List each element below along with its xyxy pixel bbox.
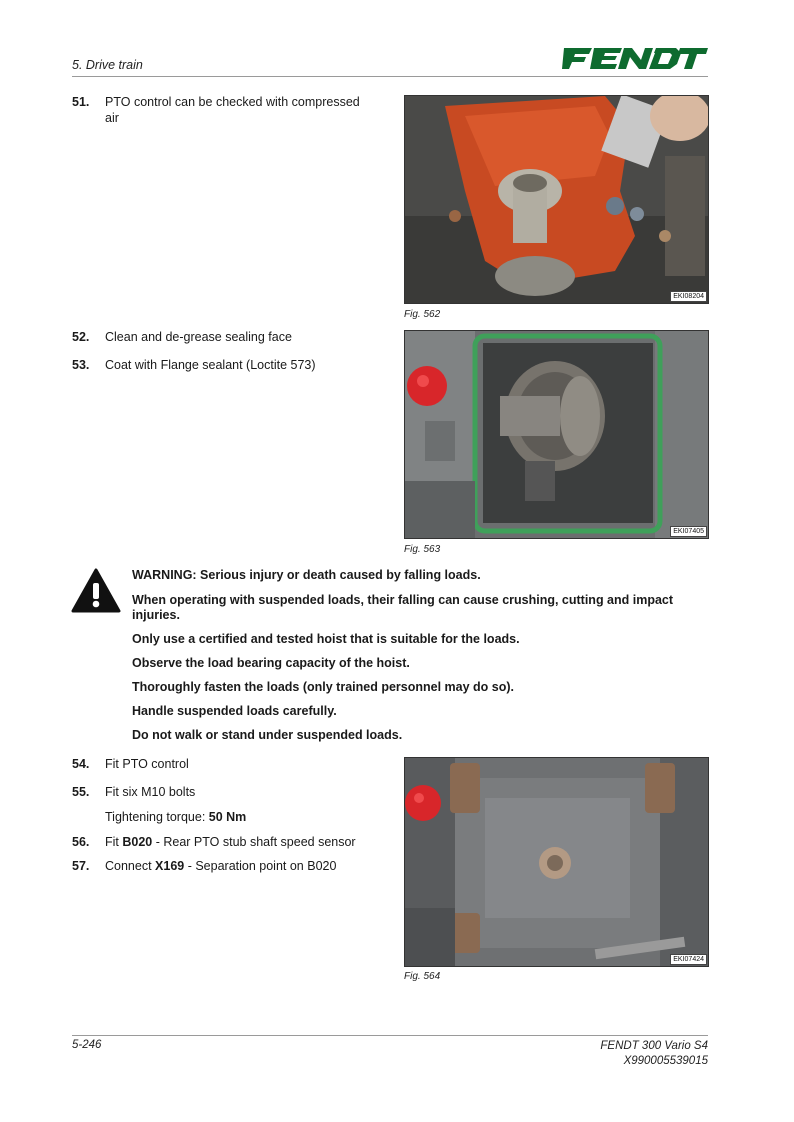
connector-code: X169 [155,859,185,873]
header-divider [72,76,708,77]
figure-caption: Fig. 563 [404,544,441,555]
step-text-suffix: - Separation point on B020 [184,859,337,873]
step-number: 53. [72,358,90,372]
footer-divider [72,1035,708,1036]
figure-caption: Fig. 562 [404,309,441,320]
tightening-torque [105,809,246,825]
figure-564-photo [404,757,709,967]
step-number: 57. [72,859,90,873]
section-title: 5. Drive train [72,58,143,72]
step-number: 52. [72,330,90,344]
figure-562-photo [404,95,709,304]
step-text-prefix: Connect [105,859,156,873]
warning-line: Do not walk or stand under suspended loads. [132,728,403,742]
component-code: B020 [122,835,153,849]
warning-line: Handle suspended loads carefully. [132,704,337,718]
footer-model-info [600,1039,708,1069]
model-name: FENDT 300 Vario S4 [600,1040,708,1052]
step-text: Clean and de-grease sealing face [105,330,292,344]
torque-label: Tightening torque: [105,810,209,824]
warning-line: Thoroughly fasten the loads (only trained personnel may do so). [132,680,514,694]
step-number: 54. [72,757,90,771]
step-54 [72,756,372,772]
torque-value: 50 Nm [208,810,247,824]
page-number: 5-246 [72,1039,102,1051]
step-55 [72,784,372,800]
fendt-logo [562,44,708,72]
step-number: 51. [72,95,90,109]
step-text-suffix: - Rear PTO stub shaft speed sensor [152,835,356,849]
step-number: 55. [72,785,90,799]
step-text-prefix: Fit [105,835,123,849]
figure-563-photo [404,330,709,539]
step-text: Fit PTO control [105,757,189,771]
warning-triangle-icon [71,568,121,613]
image-code: EKI07424 [670,954,707,965]
document-number: X990005539015 [623,1055,708,1067]
warning-line: When operating with suspended loads, their falling can cause crushing, cutting and impact injuries. [132,593,674,622]
step-52 [72,329,372,345]
figure-caption: Fig. 564 [404,971,441,982]
step-57 [72,858,392,874]
step-text: Coat with Flange sealant (Loctite 573) [105,358,316,372]
step-56 [72,834,392,850]
step-text [105,834,392,850]
image-code: EKI08204 [670,291,707,302]
step-number: 56. [72,835,90,849]
warning-line: Observe the load bearing capacity of the hoist. [132,656,410,670]
step-51 [72,94,372,126]
warning-title: WARNING: Serious injury or death caused by falling loads. [132,568,481,582]
step-53 [72,357,372,373]
step-text: Fit six M10 bolts [105,785,196,799]
warning-line: Only use a certified and tested hoist that is suitable for the loads. [132,632,520,646]
step-text [105,858,392,874]
step-text: PTO control can be checked with compressed air [105,95,360,125]
image-code: EKI07405 [670,526,707,537]
